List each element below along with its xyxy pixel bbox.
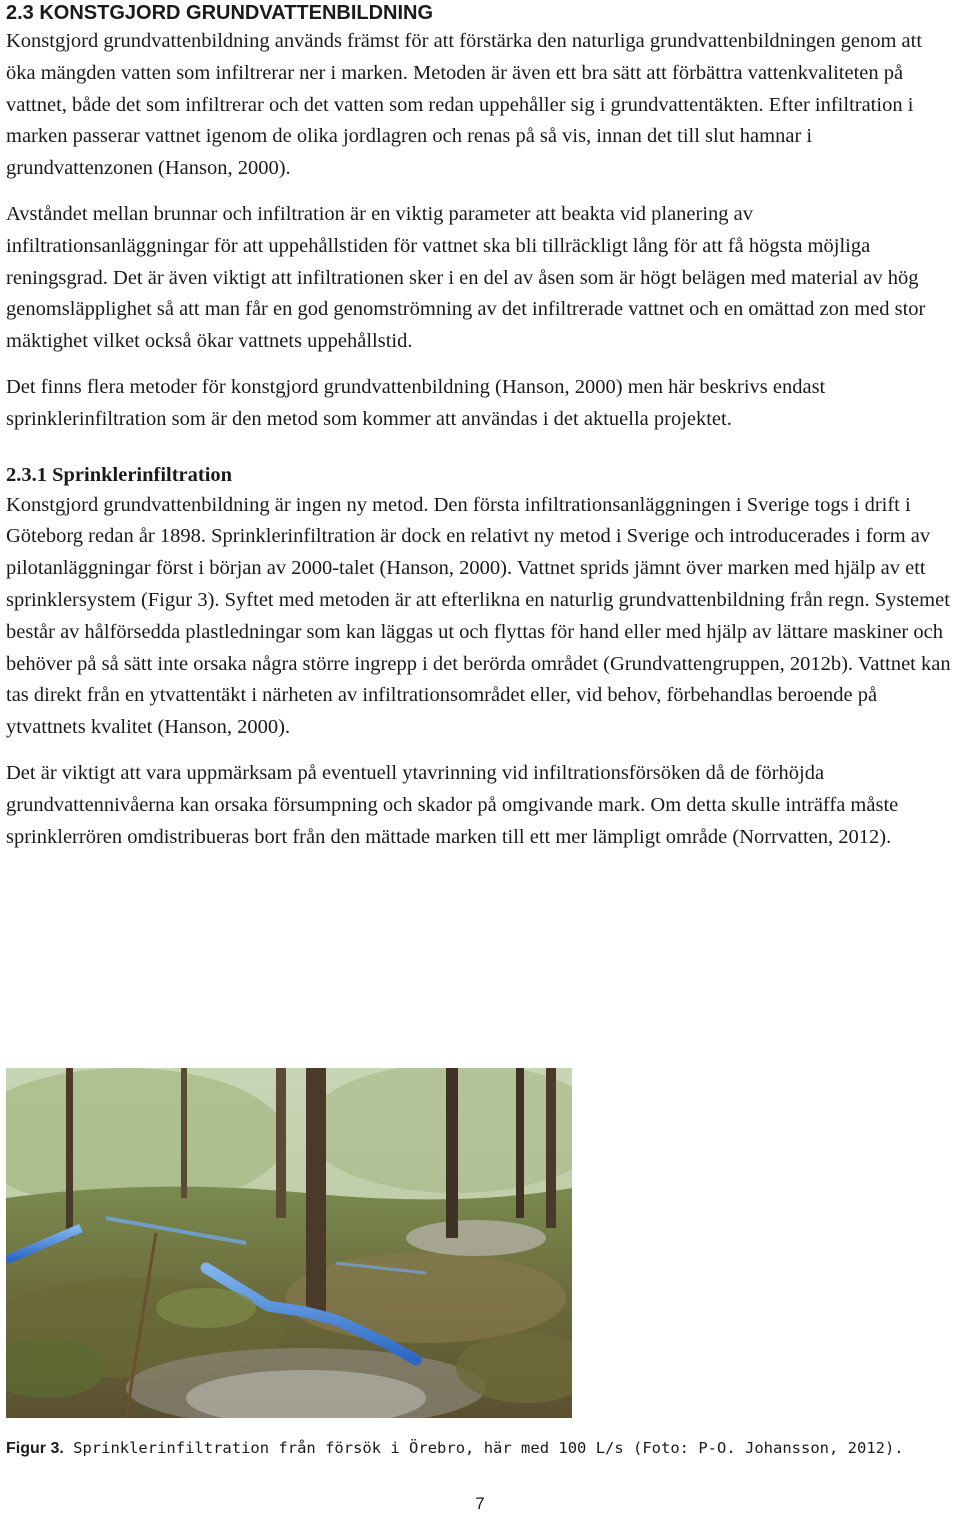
section-paragraph-2: Avståndet mellan brunnar och infiltration är en viktig parameter att beakta vid planering av infiltrationsanläggningar för att uppehållstiden för vattnet ska bli tillräckligt lång för att få högsta möjliga reningsgrad. Det är även viktigt att infiltrationen sker i en del av åsen som är högt belägen med material av hög genomsläpplighet så att man får en god genomströmning av det infiltrerade vattnet och en omättad zon med stor mäktighet vilket också ökar vattnets uppehållstid.	[6, 202, 926, 353]
document-page	[6, 0, 956, 853]
section-paragraph-3: Det finns flera metoder för konstgjord grundvattenbildning (Hanson, 2000) men här beskrivs endast sprinklerinfiltration som är den metod som kommer att användas i det aktuella projektet.	[6, 375, 826, 430]
subsection-heading: 2.3.1 Sprinklerinfiltration	[6, 463, 233, 486]
forest-sprinkler-photo	[6, 1068, 572, 1418]
figure-label: Figur 3.	[6, 1440, 64, 1457]
page-number: 7	[475, 1494, 485, 1513]
section-paragraph-1: Konstgjord grundvattenbildning används främst för att förstärka den naturliga grundvattenbildningen genom att öka mängden vatten som infiltrerar ner i marken. Metoden är även ett bra sätt att förbättra vattenkvaliteten på vattnet, både det som infiltrerar och det vatten som redan uppehåller sig i grundvattentäkten. Efter infiltration i marken passerar vattnet igenom de olika jordlagren och renas på så vis, innan det till slut hamnar i grundvattenzonen (Hanson, 2000).	[6, 30, 923, 180]
figure-caption-text: Sprinklerinfiltration från försök i Örebro, här med 100 L/s (Foto: P-O. Johansson, 2012).	[63, 1439, 904, 1457]
subsection-paragraph-2: Det är viktigt att vara uppmärksam på eventuell ytavrinning vid infiltrationsförsöken då de förhöjda grundvattennivåerna kan orsaka försumpning och skador på omgivande mark. Om detta skulle inträffa måste sprinklerrören omdistribueras bort från den mättade marken till ett mer lämpligt område (Norrvatten, 2012).	[6, 761, 899, 848]
subsection-paragraph-1: Konstgjord grundvattenbildning är ingen ny metod. Den första infiltrationsanläggningen i Sverige togs i drift i Göteborg redan år 1898. Sprinklerinfiltration är dock en relativt ny metod i Sverige och introducerades i form av pilotanläggningar först i början av 2000-talet (Hanson, 2000). Vattnet sprids jämnt över marken med hjälp av ett sprinklersystem (Figur 3). Syftet med metoden är att efterlikna en naturlig grundvattenbildning från regn. Systemet består av hålförsedda plastledningar som kan läggas ut och flyttas för hand eller med hjälp av lättare maskiner och behöver på så sätt inte orsaka några större ingrepp i det berörda området (Grundvattengruppen, 2012b). Vattnet kan tas direkt från en ytvattentäkt i närheten av infiltrationsområdet eller, vid behov, förbehandlas beroende på ytvattnets kvalitet (Hanson, 2000).	[6, 493, 951, 739]
figure-caption	[6, 1439, 904, 1458]
section-heading: 2.3 KONSTGJORD GRUNDVATTENBILDNING	[6, 2, 434, 24]
